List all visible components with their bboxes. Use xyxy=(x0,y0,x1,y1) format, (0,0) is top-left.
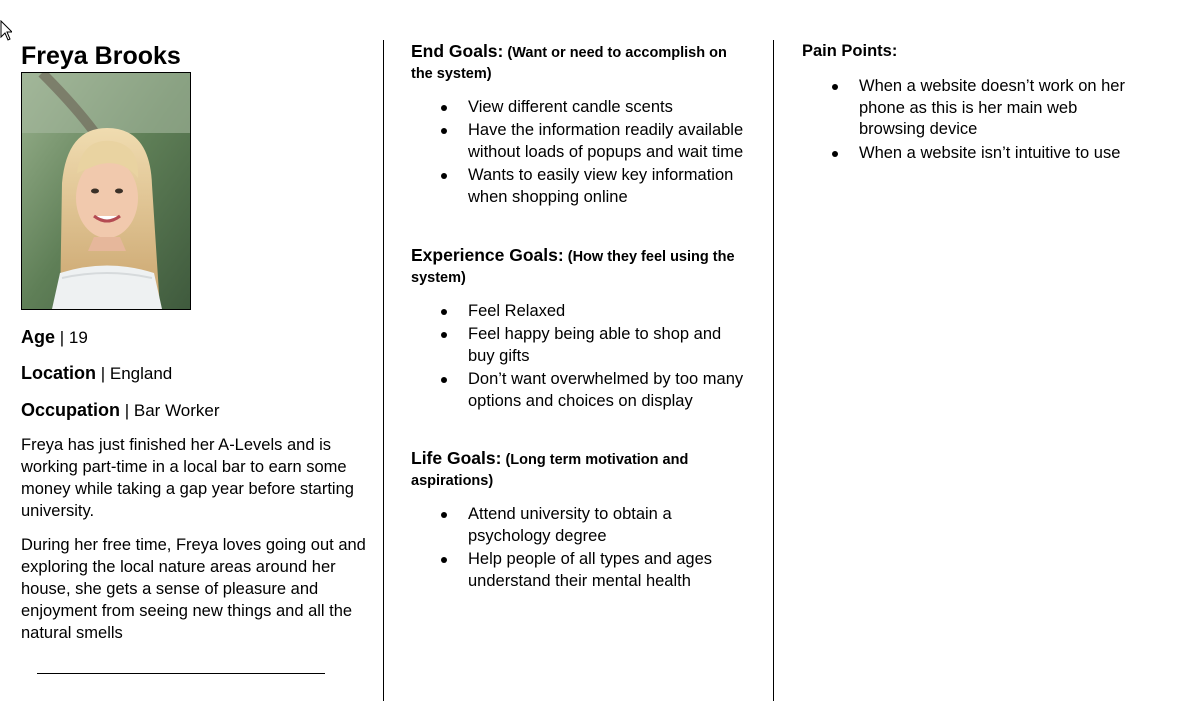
column-divider-left xyxy=(383,40,384,701)
pain-points-list xyxy=(802,76,1142,166)
list-item: View different candle scents xyxy=(411,97,751,119)
age-value: | 19 xyxy=(59,328,88,347)
life-goals-list xyxy=(411,504,751,594)
end-goals-list xyxy=(411,97,751,210)
persona-name: Freya Brooks xyxy=(21,42,181,70)
signature-line xyxy=(37,673,325,674)
list-item: Attend university to obtain a psychology degree xyxy=(411,504,751,547)
occupation-field xyxy=(21,399,220,422)
pain-points-title: Pain Points: xyxy=(802,42,898,60)
experience-goals-list xyxy=(411,301,751,414)
persona-photo xyxy=(21,72,191,310)
experience-goals-subtitle: (How they feel using the system) xyxy=(411,249,735,286)
occupation-value: | Bar Worker xyxy=(124,401,220,420)
location-label: Location xyxy=(21,363,96,383)
list-item: Don’t want overwhelmed by too many options and choices on display xyxy=(411,369,751,412)
list-item: When a website isn’t intuitive to use xyxy=(802,143,1142,165)
end-goals-title: End Goals: xyxy=(411,41,504,61)
experience-goals-heading xyxy=(411,245,751,289)
bio-paragraph-2: During her free time, Freya loves going out and exploring the local nature areas around her house, she gets a sense of pleasure and enjoyment from seeing new things and all the natural smells xyxy=(21,536,366,642)
life-goals-subtitle: (Long term motivation and aspirations) xyxy=(411,452,689,489)
bio-paragraph-1: Freya has just finished her A-Levels and is working part-time in a local bar to earn some money while taking a gap year before starting university. xyxy=(21,436,354,520)
experience-goals-title: Experience Goals: xyxy=(411,245,564,265)
pain-points-heading xyxy=(802,41,1142,63)
occupation-label: Occupation xyxy=(21,400,121,420)
life-goals-title: Life Goals: xyxy=(411,448,502,468)
location-value: | England xyxy=(100,364,173,383)
list-item: Wants to easily view key information when shopping online xyxy=(411,165,751,208)
list-item: Have the information readily available without loads of popups and wait time xyxy=(411,120,751,163)
column-divider-right xyxy=(773,40,774,701)
location-field xyxy=(21,362,172,385)
age-field xyxy=(21,326,88,349)
mouse-cursor-icon xyxy=(0,20,12,42)
end-goals-subtitle: (Want or need to accomplish on the system) xyxy=(411,45,727,82)
life-goals-heading xyxy=(411,448,751,492)
portrait-illustration xyxy=(22,73,190,309)
list-item: Feel Relaxed xyxy=(411,301,751,323)
list-item: Feel happy being able to shop and buy gifts xyxy=(411,324,751,367)
age-label: Age xyxy=(21,327,56,347)
end-goals-heading xyxy=(411,41,751,85)
list-item: Help people of all types and ages understand their mental health xyxy=(411,549,751,592)
list-item: When a website doesn’t work on her phone as this is her main web browsing device xyxy=(802,76,1142,141)
